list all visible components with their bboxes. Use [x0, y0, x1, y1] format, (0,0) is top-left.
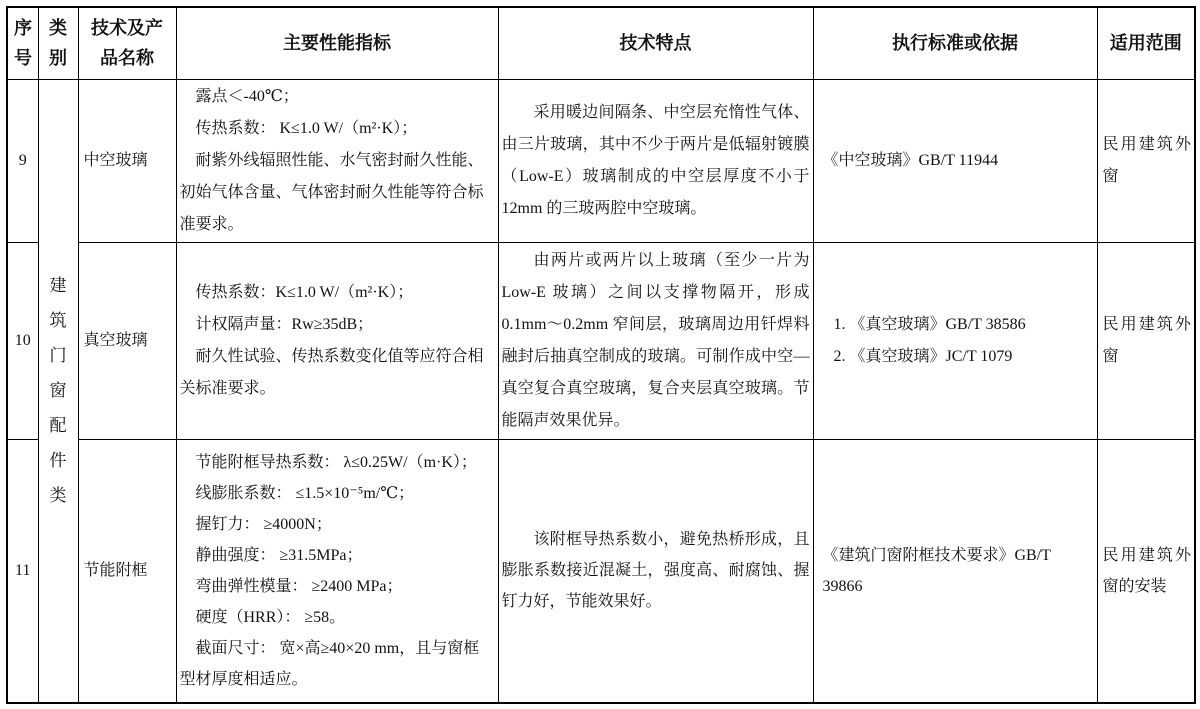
table-row-9 [7, 79, 1195, 242]
performance-line: 传热系数： K≤1.0 W/（m²·K）； [195, 119, 418, 137]
standard-line: 《建筑门窗附框技术要求》GB/T 39866 [822, 546, 1051, 595]
product-name-cell: 中空玻璃 [78, 79, 176, 242]
features-paragraph: 该附框导热系数小，避免热桥形成，且膨胀系数接近混凝土，强度高、耐腐蚀、握钉力好，节能效果好。 [501, 531, 810, 611]
performance-line: 露点＜-40℃； [195, 87, 299, 105]
scope-cell: 民用建筑外窗 [1097, 79, 1195, 242]
performance-line: 计权隔声量：Rw≥35dB； [195, 315, 374, 333]
scope-cell: 民用建筑外窗 [1097, 242, 1195, 439]
performance-line: 耐紫外线辐照性能、水气密封耐久性能、初始气体含量、气体密封耐久性能等符合标准要求。 [179, 151, 484, 233]
col-header-standards: 执行标准或依据 [813, 7, 1097, 79]
performance-line: 握钉力： ≥4000N； [195, 515, 332, 533]
category-cell [38, 79, 78, 703]
performance-line: 耐久性试验、传热系数变化值等应符合相关标准要求。 [179, 347, 484, 397]
performance-line: 静曲强度： ≥31.5MPa； [195, 546, 363, 564]
performance-line: 节能附框导热系数： λ≤0.25W/（m·K）； [195, 453, 477, 471]
standards-cell [813, 79, 1097, 242]
standards-cell [813, 439, 1097, 703]
col-header-product-name: 技术及产品名称 [78, 7, 176, 79]
features-cell [498, 79, 813, 242]
standard-line: 1. 《真空玻璃》GB/T 38586 [833, 315, 1026, 333]
col-header-performance: 主要性能指标 [176, 7, 498, 79]
product-name-cell: 真空玻璃 [78, 242, 176, 439]
col-header-serial: 序号 [7, 7, 38, 79]
features-paragraph: 采用暖边间隔条、中空层充惰性气体、由三片玻璃，其中不少于两片是低辐射镀膜（Low-E）玻璃制成的中空层厚度不小于 12mm 的三玻两腔中空玻璃。 [501, 103, 810, 217]
standards-cell [813, 242, 1097, 439]
performance-line: 线膨胀系数： ≤1.5×10⁻⁵m/℃； [195, 484, 415, 502]
category-vertical-label: 建筑门窗配件类 [49, 276, 67, 506]
performance-line: 硬度（HRR）： ≥58。 [195, 608, 346, 626]
features-cell [498, 439, 813, 703]
standard-line: 《中空玻璃》GB/T 11944 [822, 151, 999, 169]
standard-line: 2. 《真空玻璃》JC/T 1079 [833, 347, 1013, 365]
row-number-cell: 10 [7, 242, 38, 439]
features-paragraph: 由两片或两片以上玻璃（至少一片为 Low-E 玻璃）之间以支撑物隔开，形成 0.1mm～0.2mm 窄间层，玻璃周边用钎焊料融封后抽真空制成的玻璃。可制作成中空—真空复合真空玻璃，复合夹层真空玻璃。节能隔声效果优异。 [501, 251, 810, 429]
col-header-features: 技术特点 [498, 7, 813, 79]
row-number-cell: 9 [7, 79, 38, 242]
col-header-scope: 适用范围 [1097, 7, 1195, 79]
performance-cell [176, 79, 498, 242]
product-standards-table [6, 6, 1196, 704]
performance-cell [176, 242, 498, 439]
col-header-category: 类别 [38, 7, 78, 79]
performance-cell [176, 439, 498, 703]
row-number-cell: 11 [7, 439, 38, 703]
performance-line: 弯曲弹性模量： ≥2400 MPa； [195, 577, 403, 595]
scope-cell: 民用建筑外窗的安装 [1097, 439, 1195, 703]
table-row-11 [7, 439, 1195, 703]
features-cell [498, 242, 813, 439]
product-name-cell: 节能附框 [78, 439, 176, 703]
table-row-10 [7, 242, 1195, 439]
performance-line: 截面尺寸： 宽×高≥40×20 mm，且与窗框型材厚度相适应。 [179, 639, 480, 688]
performance-line: 传热系数：K≤1.0 W/（m²·K）； [195, 283, 414, 301]
header-row [7, 7, 1195, 79]
